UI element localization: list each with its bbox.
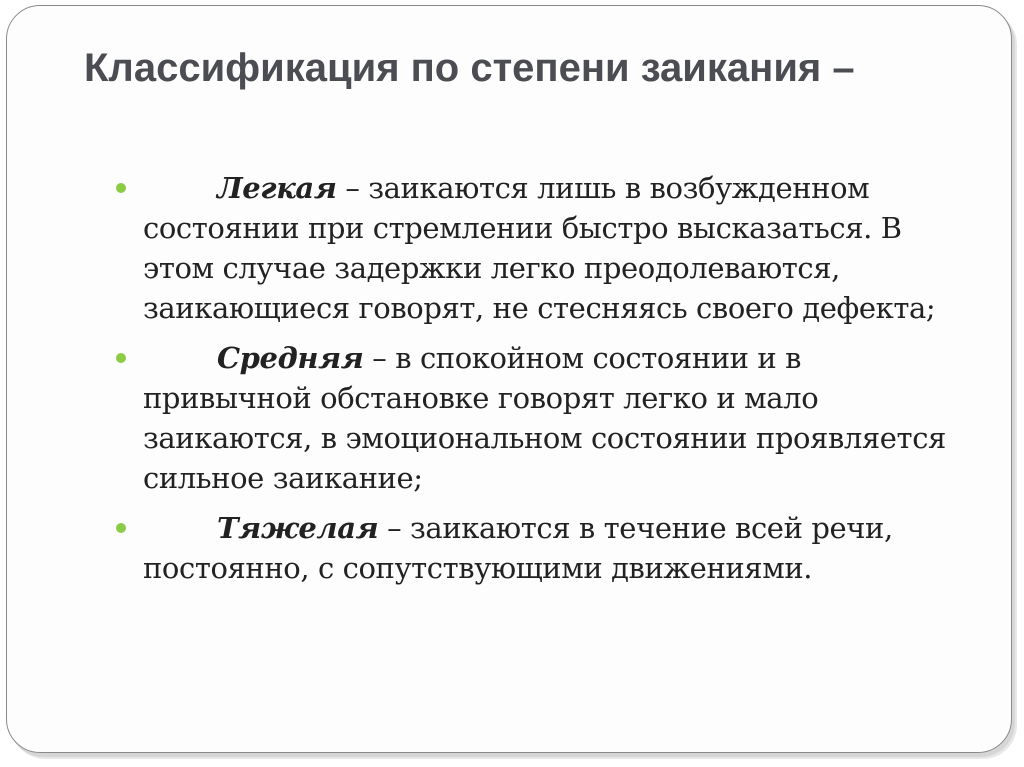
bullet-description: – в спокойном состоянии и в привычной обстановке говорят легко и мало заикаются, в эмоциональном состоянии проявляется сильное заикание; [143, 341, 946, 495]
bullet-dot-icon [116, 523, 126, 533]
bullet-text [143, 338, 974, 498]
bullet-term: Тяжелая [217, 511, 379, 545]
bullet-text [143, 168, 974, 328]
list-item-severe [0, 508, 1024, 588]
bullet-description: – заикаются лишь в возбужденном состоянии при стремлении быстро высказаться. В этом случае задержки легко преодолеваются, заикающиеся говорят, не стесняясь своего дефекта; [143, 171, 936, 325]
list-item-mild [0, 168, 1024, 328]
bullet-term: Легкая [217, 171, 337, 205]
list-item-moderate [0, 338, 1024, 498]
bullet-term: Средняя [217, 341, 364, 375]
slide-title: Классификация по степени заикания – [84, 46, 855, 90]
bullet-description: – заикаются в течение всей речи, постоянно, с сопутствующими движениями. [143, 511, 893, 585]
bullet-text [143, 508, 974, 588]
bullet-dot-icon [116, 353, 126, 363]
bullet-list [0, 168, 1024, 598]
bullet-dot-icon [116, 183, 126, 193]
